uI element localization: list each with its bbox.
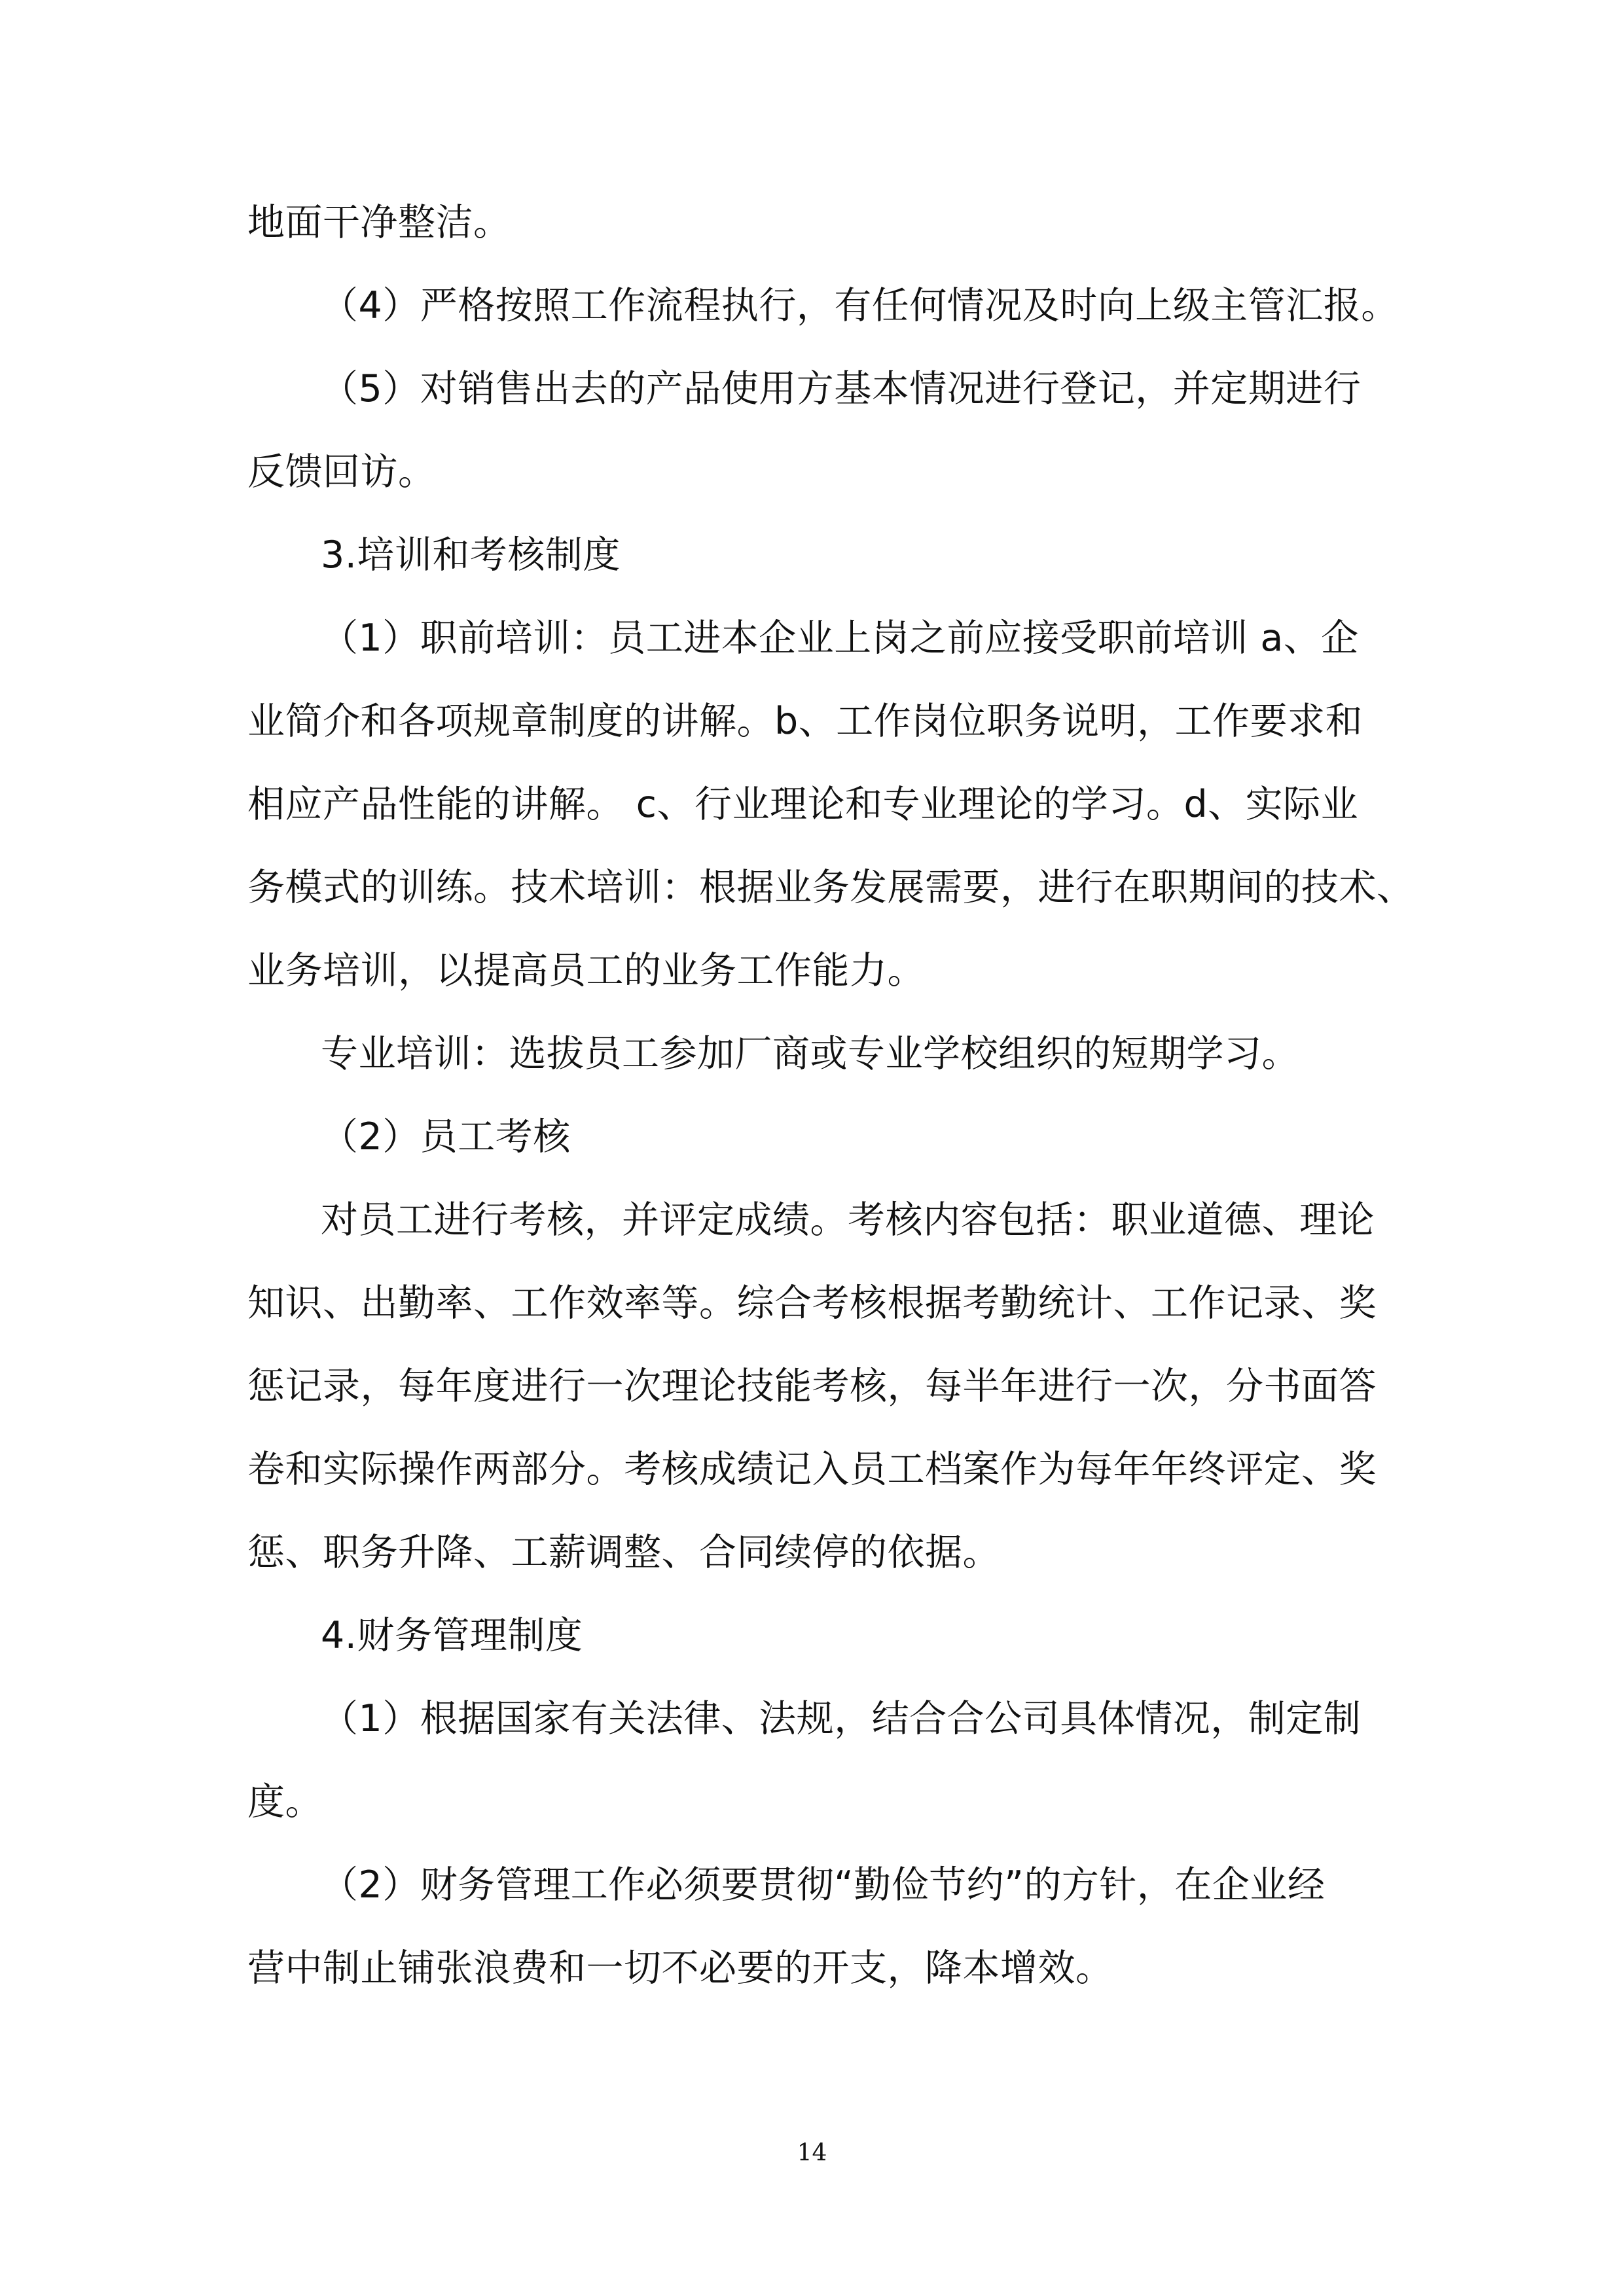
subsection-heading: （2）员工考核 [321,1115,571,1158]
text-line: 业务培训，以提高员工的业务工作能力。 [247,949,925,992]
text-line: 专业培训：选拔员工参加厂商或专业学校组织的短期学习。 [321,1032,1299,1075]
section-heading: 4.财务管理制度 [321,1614,583,1657]
text-line: （2）财务管理工作必须要贯彻“勤俭节约”的方针，在企业经 [321,1863,1326,1907]
text-line: （1）职前培训：员工进本企业上岗之前应接受职前培训 a、企 [321,617,1359,660]
text-line: 相应产品性能的讲解。 c、行业理论和专业理论的学习。d、实际业 [247,783,1359,826]
text-line: 地面干净整洁。 [247,201,511,244]
text-line: 对员工进行考核，并评定成绩。考核内容包括：职业道德、理论 [321,1198,1375,1242]
section-heading: 3.培训和考核制度 [321,533,621,577]
text-line: 务模式的训练。技术培训：根据业务发展需要，进行在职期间的技术、 [247,866,1415,909]
text-line: 营中制止铺张浪费和一切不必要的开支，降本增效。 [247,1946,1113,1990]
text-line: （4）严格按照工作流程执行，有任何情况及时向上级主管汇报。 [321,284,1399,327]
text-line: （5）对销售出去的产品使用方基本情况进行登记，并定期进行 [321,367,1362,410]
text-line: 惩记录，每年度进行一次理论技能考核，每半年进行一次，分书面答 [247,1365,1377,1408]
text-line: （1）根据国家有关法律、法规，结合合公司具体情况，制定制 [321,1697,1362,1740]
text-line: 反馈回访。 [247,450,436,493]
text-line: 惩、职务升降、工薪调整、合同续停的依据。 [247,1531,1000,1574]
text-line: 知识、出勤率、工作效率等。综合考核根据考勤统计、工作记录、奖 [247,1282,1377,1325]
text-line: 业简介和各项规章制度的讲解。b、工作岗位职务说明，工作要求和 [247,700,1363,743]
page-number: 14 [797,2140,827,2166]
text-line: 度。 [247,1780,323,1823]
text-line: 卷和实际操作两部分。考核成绩记入员工档案作为每年年终评定、奖 [247,1448,1377,1491]
